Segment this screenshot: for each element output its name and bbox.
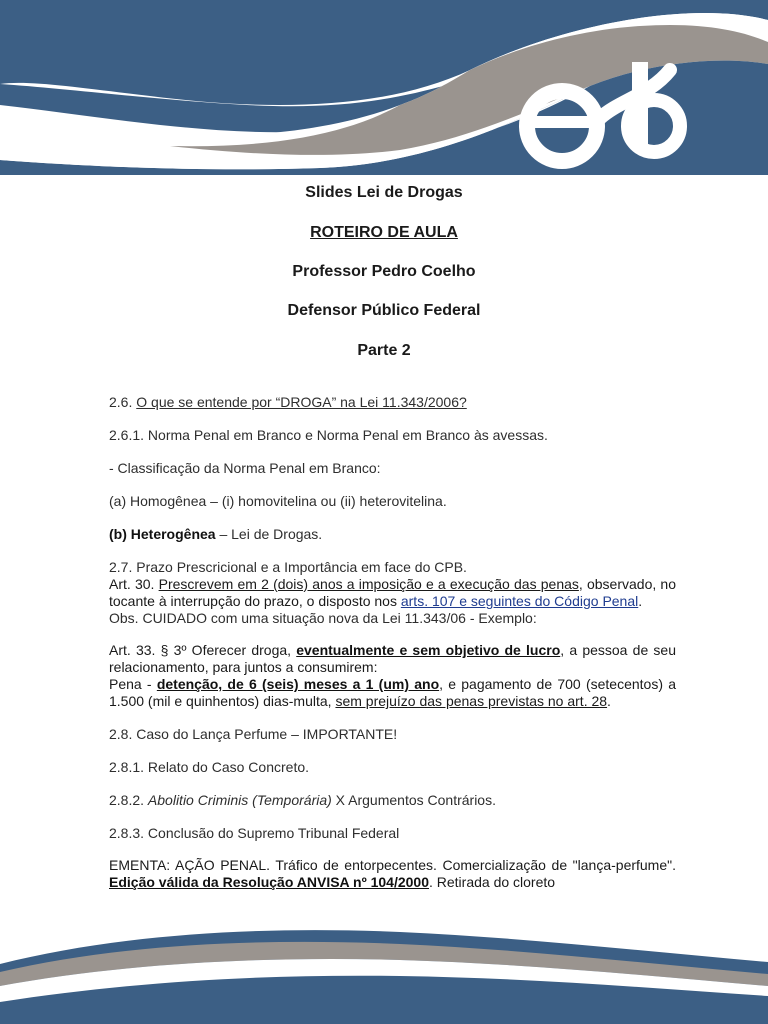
item-b: (b) Heterogênea – Lei de Drogas. xyxy=(109,526,323,542)
parte-heading: Parte 2 xyxy=(357,342,411,359)
section-2-6: 2.6. O que se entende por “DROGA” na Lei 11.343/2006? xyxy=(109,394,467,410)
pena-paragraph: Pena - detenção, de 6 (seis) meses a 1 (um) ano, e pagamento de 700 (setecentos) a 1.500 (mil e quinhentos) dias-multa, sem prejuízo das penas previstas no art. 28. xyxy=(109,676,677,709)
section-2-8: 2.8. Caso do Lança Perfume – IMPORTANTE! xyxy=(109,726,398,742)
classificacao-line: - Classificação da Norma Penal em Branco: xyxy=(109,460,381,476)
section-2-8-2: 2.8.2. Abolitio Criminis (Temporária) X Argumentos Contrários. xyxy=(109,792,496,808)
section-2-6-1: 2.6.1. Norma Penal em Branco e Norma Penal em Branco às avessas. xyxy=(109,427,548,443)
professor-heading: Professor Pedro Coelho xyxy=(292,263,476,280)
section-2-7: 2.7. Prazo Prescricional e a Importância em face do CPB. xyxy=(109,559,467,575)
codigo-penal-link[interactable]: arts. 107 e seguintes do Código Penal xyxy=(400,593,639,609)
cargo-heading: Defensor Público Federal xyxy=(287,302,481,319)
footer-banner xyxy=(0,924,768,1024)
header-banner xyxy=(0,0,768,175)
section-2-8-1: 2.8.1. Relato do Caso Concreto. xyxy=(109,759,310,775)
doc-title: Slides Lei de Drogas xyxy=(305,184,463,201)
item-a: (a) Homogênea – (i) homovitelina ou (ii) heterovitelina. xyxy=(109,493,447,509)
section-2-8-3: 2.8.3. Conclusão do Supremo Tribunal Federal xyxy=(109,825,400,841)
ementa-paragraph: EMENTA: AÇÃO PENAL. Tráfico de entorpecentes. Comercialização de "lança-perfume". Edição válida da Resolução ANVISA nº 104/2000. Retirada do cloreto xyxy=(109,857,676,890)
document-body xyxy=(109,394,676,891)
obs-line: Obs. CUIDADO com uma situação nova da Lei 11.343/06 - Exemplo: xyxy=(109,610,537,626)
roteiro-heading: ROTEIRO DE AULA xyxy=(310,224,458,241)
art-33-paragraph: Art. 33. § 3º Oferecer droga, eventualmente e sem objetivo de lucro, a pessoa de seu relacionamento, para juntos a consumirem: xyxy=(109,642,676,675)
art-30-paragraph: Art. 30. Prescrevem em 2 (dois) anos a imposição e a execução das penas, observado, no tocante à interrupção do prazo, o disposto nos arts. 107 e seguintes do Código Penal. xyxy=(109,576,676,609)
